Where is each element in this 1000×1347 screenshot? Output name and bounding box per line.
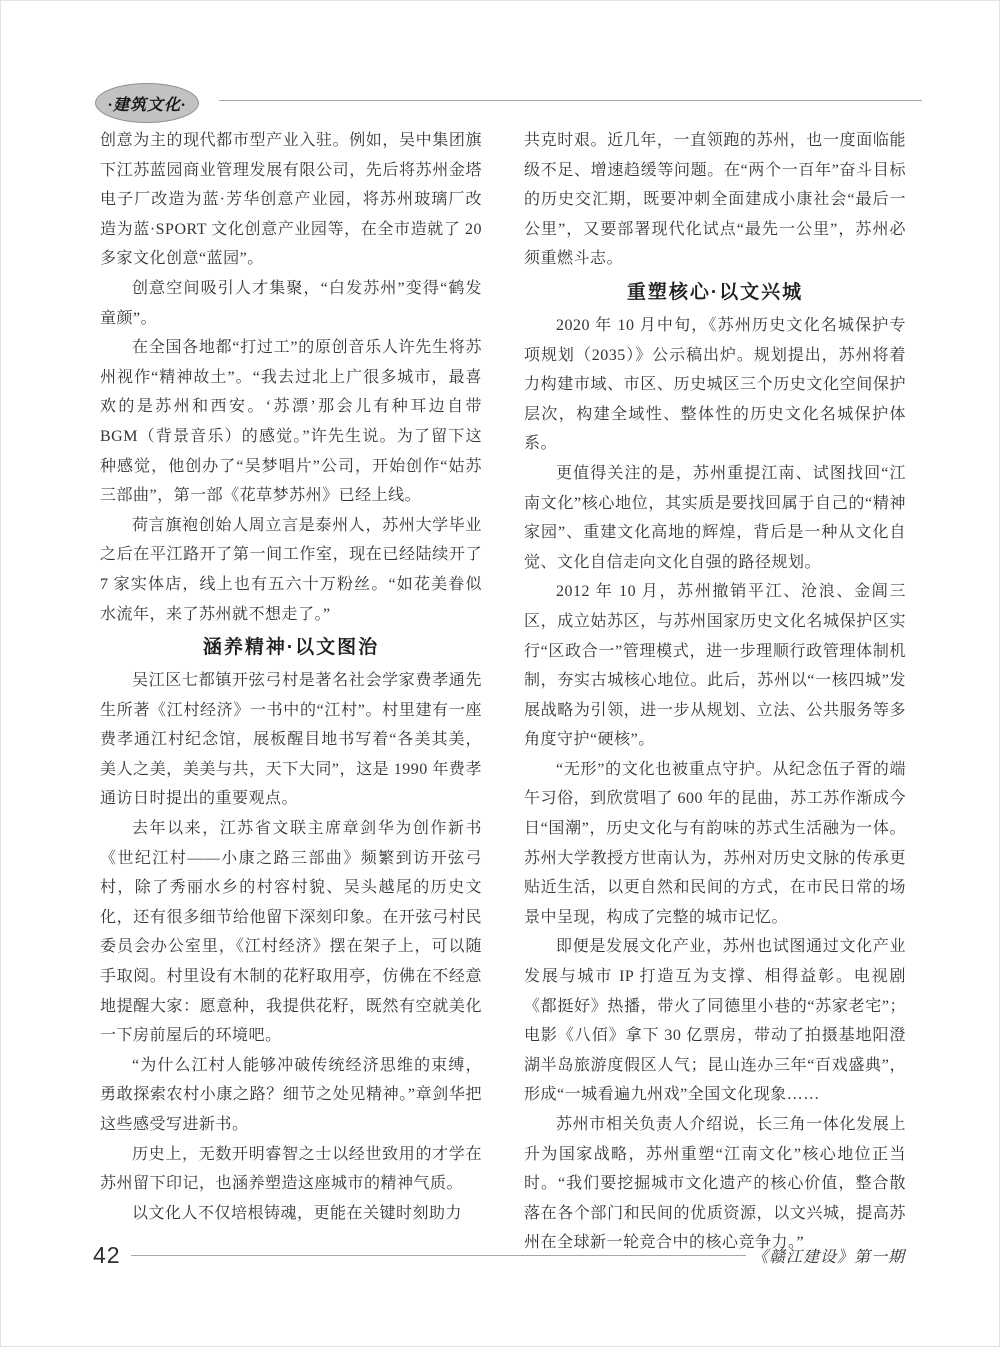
section-heading: 涵养精神·以文图治 xyxy=(202,637,380,659)
paragraph: “无形”的文化也被重点守护。从纪念伍子胥的端午习俗，到欣赏唱了 600 年的昆曲，苏工苏作渐成今日“国潮”，历史文化与有韵味的苏式生活融为一体。苏州大学教授方世南认为，苏州对历史文脉的传承更贴近生活，以更自然和民间的方式，在市民日常的场景中呈现，构成了完整的城市记忆。 xyxy=(524,760,906,926)
column-badge-label: ·建筑文化· xyxy=(107,96,186,114)
paragraph: 创意为主的现代都市型产业入驻。例如，吴中集团旗下江苏蓝园商业管理发展有限公司，先后将苏州金塔电子厂改造为蓝·芳华创意产业园，将苏州玻璃厂改造为蓝·SPORT 文化创意产业园等，在全市造就了 20 多家文化创意“蓝园”。 xyxy=(100,132,482,268)
paragraph: 苏州市相关负责人介绍说，长三角一体化发展上升为国家战略，苏州重塑“江南文化”核心地位正当时。“我们要挖掘城市文化遗产的核心价值，整合散落在各个部门和民间的优质资源，以文兴城，提高苏州在全球新一轮竞合中的核心竞争力。” xyxy=(524,1116,906,1252)
paragraph: 共克时艰。近几年，一直领跑的苏州，也一度面临能级不足、增速趋缓等问题。在“两个一百年”奋斗目标的历史交汇期，既要冲刺全面建成小康社会“最后一公里”，又要部署现代化试点“最先一公里”，苏州必须重燃斗志。 xyxy=(524,132,906,268)
journal-title: 《赣江建设》第一期 xyxy=(751,1248,905,1266)
page-header xyxy=(95,82,922,124)
paragraph: 在全国各地都“打过工”的原创音乐人许先生将苏州视作“精神故土”。“我去过北上广很多城市，最喜欢的是苏州和西安。‘苏漂’那会儿有种耳边自带 BGM（背景音乐）的感觉。”许先生说。为了留下这种感觉，他创办了“吴梦唱片”公司，开始创作“姑苏三部曲”，第一部《花草梦苏州》已经上线。 xyxy=(100,339,482,505)
footer-rule xyxy=(131,1255,746,1256)
paragraph: 2020 年 10 月中旬，《苏州历史文化名城保护专项规划（2035）》公示稿出炉。规划提出，苏州将着力构建市域、市区、历史城区三个历史文化空间保护层次，构建全域性、整体性的历史文化名城保护体系。 xyxy=(524,316,906,453)
section-heading: 重塑核心·以文兴城 xyxy=(626,281,804,303)
paragraph: 去年以来，江苏省文联主席章剑华为创作新书《世纪江村——小康之路三部曲》频繁到访开弦弓村，除了秀丽水乡的村容村貌、吴头越尾的历史文化，还有很多细节给他留下深刻印象。在开弦弓村民委员会办公室里，《江村经济》摆在架子上，可以随手取阅。村里设有木制的花籽取用亭，仿佛在不经意地提醒大家：愿意种，我提供花籽，既然有空就美化一下房前屋后的环境吧。 xyxy=(100,820,482,1045)
left-column xyxy=(100,126,482,1258)
column-badge xyxy=(95,83,199,123)
paragraph: 吴江区七都镇开弦弓村是著名社会学家费孝通先生所著《江村经济》一书中的“江村”。村里建有一座费孝通江村纪念馆，展板醒目地书写着“各美其美，美人之美，美美与共，天下大同”，这是 1990 年费孝通访日时提出的重要观点。 xyxy=(100,672,482,808)
paragraph: 荷言旗袍创始人周立言是泰州人，苏州大学毕业之后在平江路开了第一间工作室，现在已经陆续开了 7 家实体店，线上也有五六十万粉丝。“如花美眷似水流年，来了苏州就不想走了。” xyxy=(100,516,482,623)
paragraph: “为什么江村人能够冲破传统经济思维的束缚，勇敢探索农村小康之路？细节之处见精神。”章剑华把这些感受写进新书。 xyxy=(100,1056,482,1133)
paragraph: 即便是发展文化产业，苏州也试图通过文化产业发展与城市 IP 打造互为支撑、相得益彰。电视剧《都挺好》热播，带火了同德里小巷的“苏家老宅”；电影《八佰》拿下 30 亿票房，带动了拍摄基地阳澄湖半岛旅游度假区人气；昆山连办三年“百戏盛典”，形成“一城看遍九州戏”全国文化现象…… xyxy=(524,938,906,1104)
article-body xyxy=(100,126,906,1258)
page-number: 42 xyxy=(93,1241,121,1268)
header-rule xyxy=(219,100,922,101)
right-column xyxy=(524,126,906,1258)
paragraph: 创意空间吸引人才集聚，“白发苏州”变得“鹤发童颜”。 xyxy=(100,279,482,327)
page-footer xyxy=(93,1238,905,1272)
paragraph: 历史上，无数开明睿智之士以经世致用的才学在苏州留下印记，也涵养塑造这座城市的精神气质。 xyxy=(100,1145,482,1193)
paragraph: 以文化人不仅培根铸魂，更能在关键时刻助力 xyxy=(132,1204,463,1222)
paragraph: 2012 年 10 月，苏州撤销平江、沧浪、金阊三区，成立姑苏区，与苏州国家历史文化名城保护区实行“区政合一”管理模式，进一步理顺行政管理体制机制，夯实古城核心地位。此后，苏州以“一核四城”发展战略为引领，进一步从规划、立法、公共服务等多角度守护“硬核”。 xyxy=(524,583,906,749)
paragraph: 更值得关注的是，苏州重提江南、试图找回“江南文化”核心地位，其实质是要找回属于自己的“精神家园”、重建文化高地的辉煌，背后是一种从文化自觉、文化自信走向文化自强的路径规划。 xyxy=(524,464,906,571)
